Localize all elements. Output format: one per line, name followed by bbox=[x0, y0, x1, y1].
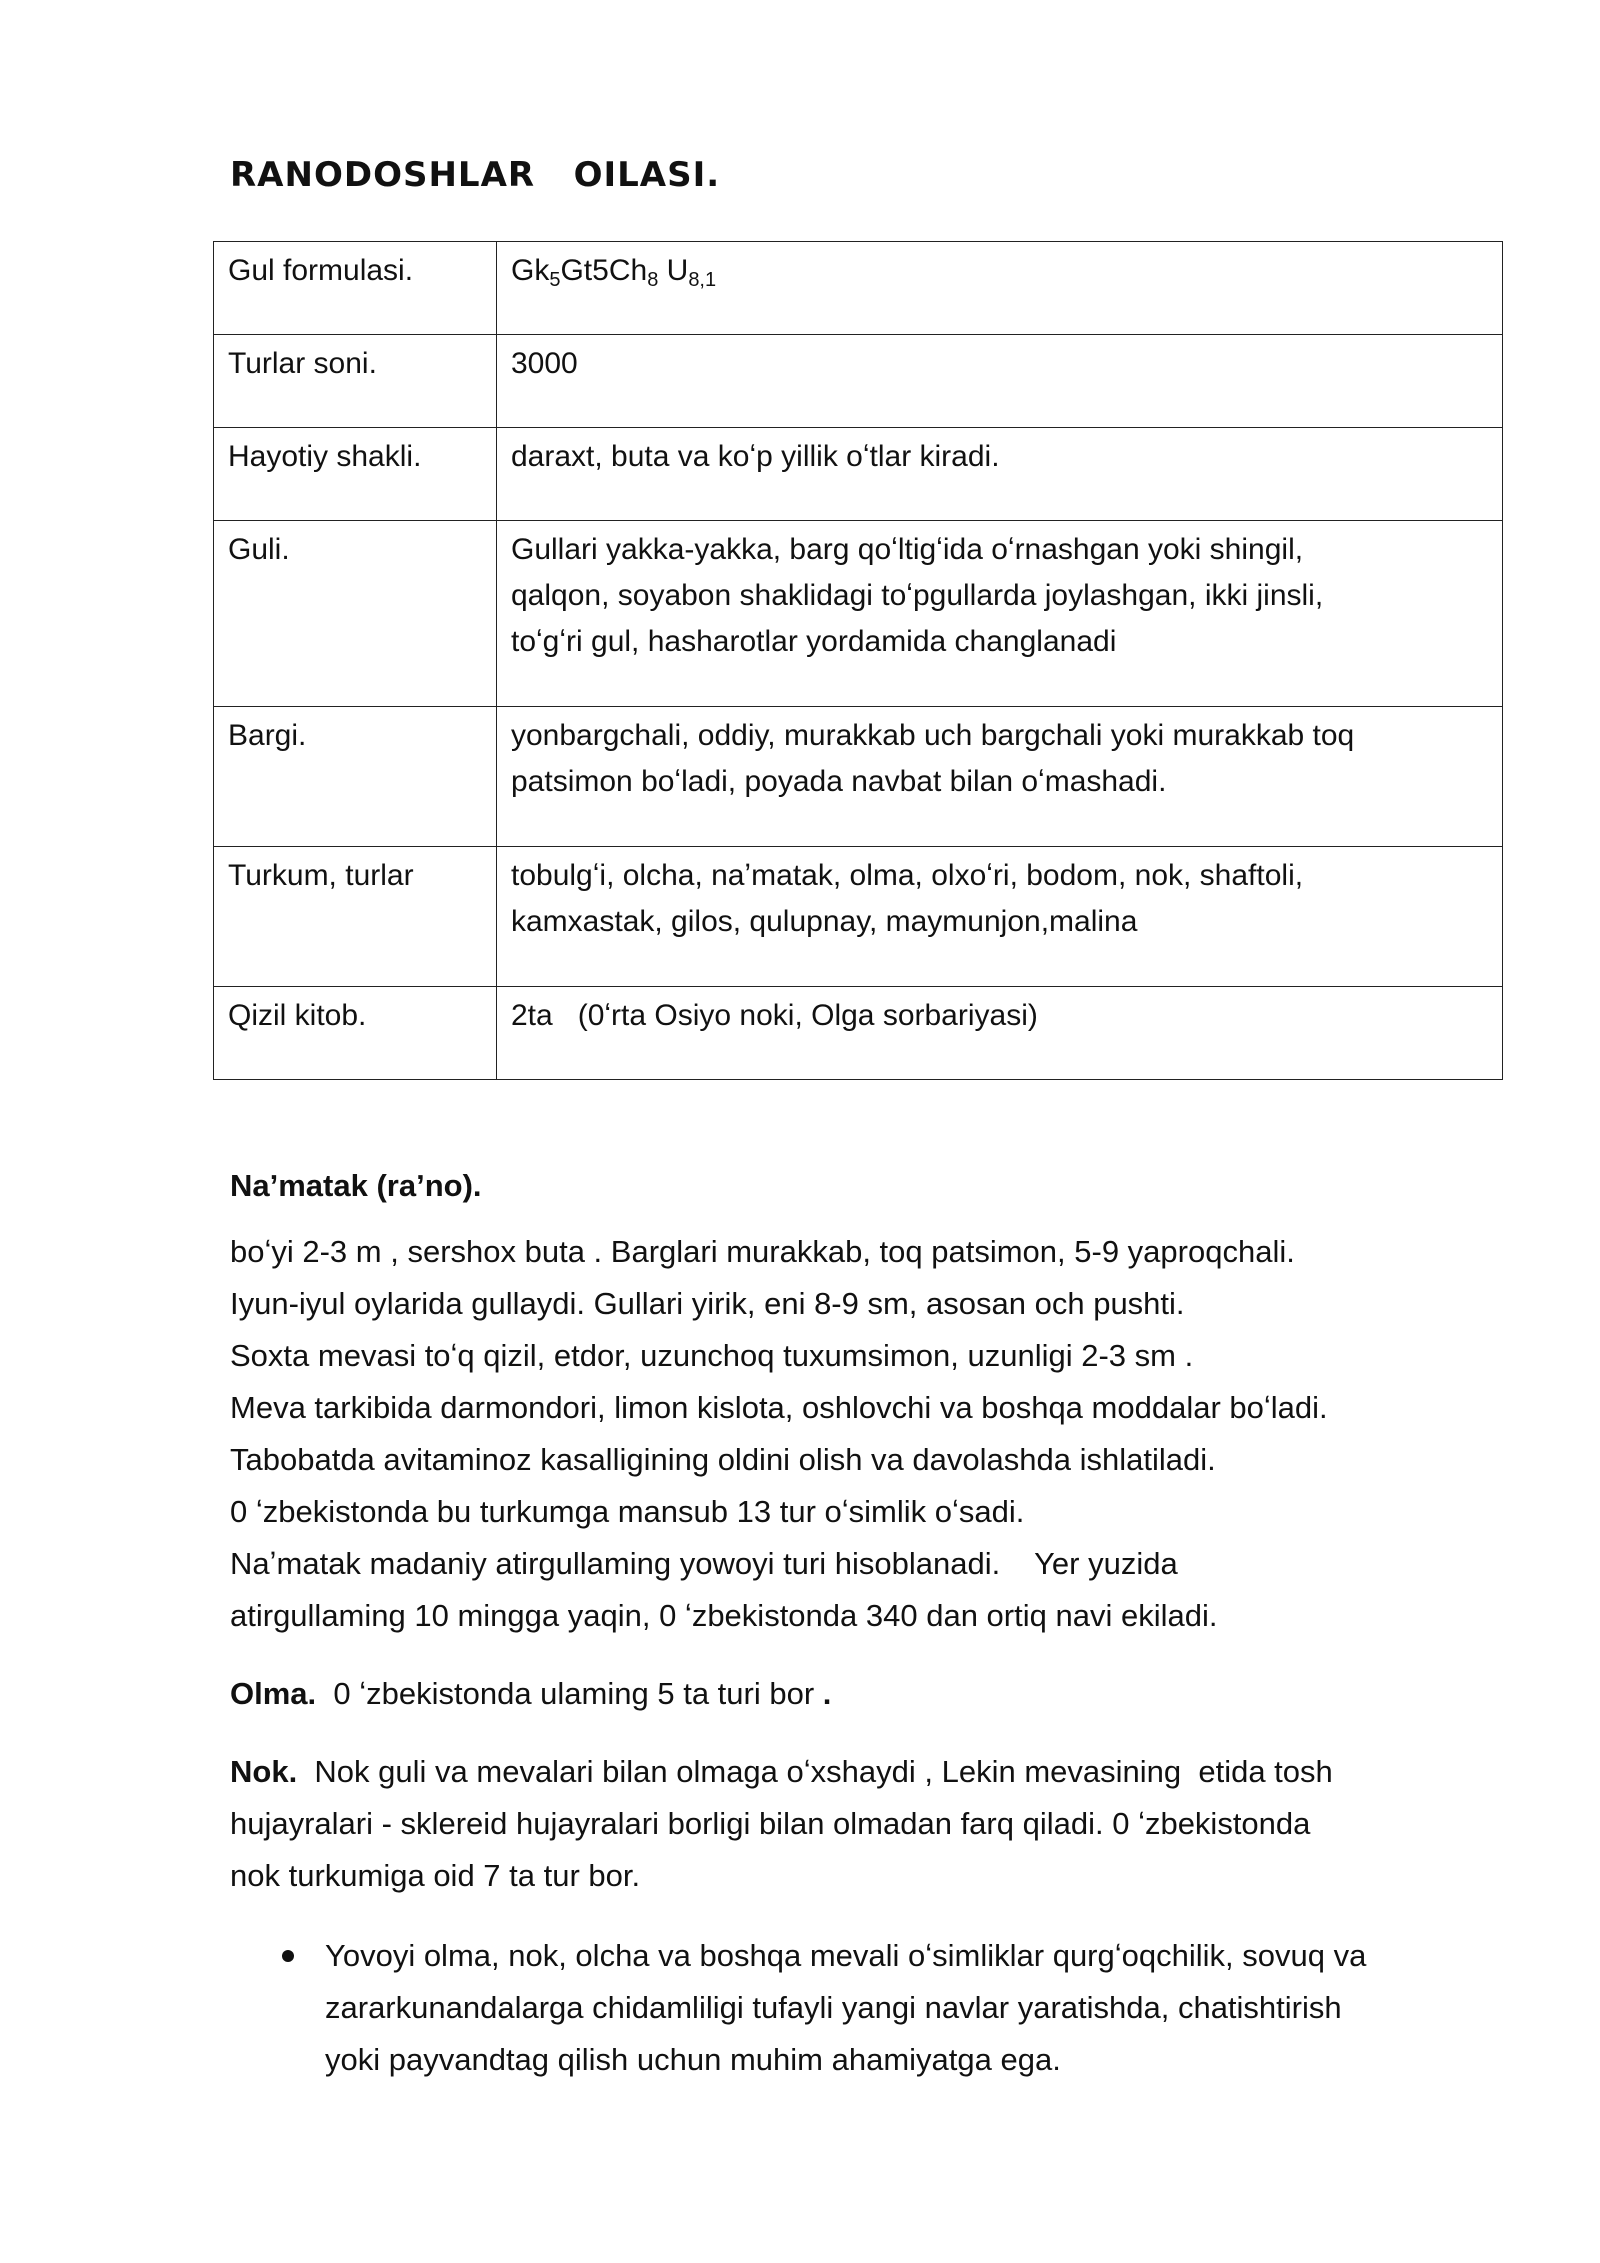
value-line: Gullari yakka-yakka, barg qoʻltigʻida oʻrnashgan yoki shingil, bbox=[511, 533, 1304, 566]
formula-part: Gk bbox=[511, 254, 550, 287]
formula-subscript: 5 bbox=[549, 269, 561, 291]
text-line bbox=[230, 1668, 1520, 1720]
row-value bbox=[497, 428, 1503, 521]
page-title: RANODOSHLAR OILASI. bbox=[230, 155, 721, 195]
formula-subscript: 8 bbox=[647, 269, 659, 291]
row-value bbox=[497, 847, 1503, 987]
row-value bbox=[497, 335, 1503, 428]
row-key: Bargi. bbox=[214, 707, 497, 847]
text-line: atirgullaming 10 mingga yaqin, 0 ʻzbekistonda 340 dan ortiq navi ekiladi. bbox=[230, 1598, 1218, 1633]
row-key: Turkum, turlar bbox=[214, 847, 497, 987]
table-row bbox=[214, 521, 1503, 707]
olma-end: . bbox=[822, 1676, 832, 1711]
nok-label: Nok. bbox=[230, 1754, 298, 1789]
value-line: tobulgʻi, olcha, naʼmatak, olma, olxoʻri, bodom, nok, shaftoli, bbox=[511, 859, 1304, 892]
table-row bbox=[214, 242, 1503, 335]
table-row bbox=[214, 428, 1503, 521]
text-line: nok turkumiga oid 7 ta tur bor. bbox=[230, 1858, 641, 1893]
value-line: qalqon, soyabon shaklidagi toʻpgullarda joylashgan, ikki jinsli, bbox=[511, 579, 1324, 612]
formula-subscript: 8,1 bbox=[688, 269, 717, 291]
text-line: zararkunandalarga chidamliligi tufayli yangi navlar yaratishda, chatishtirish bbox=[325, 1990, 1342, 2025]
text-line bbox=[230, 1746, 1520, 1798]
row-key: Turlar soni. bbox=[214, 335, 497, 428]
formula-part: Gt5Ch bbox=[560, 254, 648, 287]
row-key: Guli. bbox=[214, 521, 497, 707]
olma-paragraph bbox=[230, 1668, 1520, 1720]
text-line: Yovoyi olma, nok, olcha va boshqa mevali oʻsimliklar qurgʻoqchilik, sovuq va bbox=[325, 1938, 1367, 1973]
value-line: yonbargchali, oddiy, murakkab uch bargchali yoki murakkab toq bbox=[511, 719, 1355, 752]
family-properties-table bbox=[213, 241, 1503, 1080]
bullet-list-item bbox=[230, 1930, 1520, 2086]
text-line: boʻyi 2-3 m , sershox buta . Barglari murakkab, toq patsimon, 5-9 yaproqchali. bbox=[230, 1234, 1295, 1269]
value-line: 2ta (0ʻrta Osiyo noki, Olga sorbariyasi) bbox=[511, 999, 1038, 1032]
text-line: yoki payvandtag qilish uchun muhim ahamiyatga ega. bbox=[325, 2042, 1061, 2077]
text-line: 0 ʻzbekistonda bu turkumga mansub 13 tur oʻsimlik oʻsadi. bbox=[230, 1494, 1025, 1529]
text-line: hujayralari - sklereid hujayralari borligi bilan olmadan farq qiladi. 0 ʻzbekistonda bbox=[230, 1806, 1311, 1841]
document-body bbox=[230, 1160, 1520, 2086]
section-heading-namatak: Naʼmatak (raʼno). bbox=[230, 1168, 482, 1203]
row-value bbox=[497, 707, 1503, 847]
table-row bbox=[214, 707, 1503, 847]
value-line: patsimon boʻladi, poyada navbat bilan oʻmashadi. bbox=[511, 765, 1167, 798]
text-line: Soxta mevasi toʻq qizil, etdor, uzunchoq tuxumsimon, uzunligi 2-3 sm . bbox=[230, 1338, 1194, 1373]
nok-paragraph bbox=[230, 1746, 1520, 1902]
text-line: Naʼmatak madaniy atirgullaming yowoyi turi hisoblanadi. Yer yuzida bbox=[230, 1546, 1178, 1581]
nok-text: Nok guli va mevalari bilan olmaga oʻxshaydi , Lekin mevasining etida tosh bbox=[297, 1754, 1333, 1789]
table-row bbox=[214, 847, 1503, 987]
table-row bbox=[214, 987, 1503, 1080]
value-line: toʻgʻri gul, hasharotlar yordamida changlanadi bbox=[511, 625, 1117, 658]
namatak-paragraph bbox=[230, 1226, 1520, 1642]
table-row bbox=[214, 335, 1503, 428]
text-line: Meva tarkibida darmondori, limon kislota, oshlovchi va boshqa moddalar boʻladi. bbox=[230, 1390, 1328, 1425]
row-value bbox=[497, 987, 1503, 1080]
row-value bbox=[497, 521, 1503, 707]
row-key: Gul formulasi. bbox=[214, 242, 497, 335]
row-key: Qizil kitob. bbox=[214, 987, 497, 1080]
value-line: 3000 bbox=[511, 347, 578, 380]
value-line: kamxastak, gilos, qulupnay, maymunjon,malina bbox=[511, 905, 1138, 938]
flower-formula bbox=[497, 242, 1503, 335]
olma-label: Olma. bbox=[230, 1676, 317, 1711]
value-line: daraxt, buta va koʻp yillik oʻtlar kiradi. bbox=[511, 440, 1000, 473]
text-line: Tabobatda avitaminoz kasalligining oldini olish va davolashda ishlatiladi. bbox=[230, 1442, 1216, 1477]
row-key: Hayotiy shakli. bbox=[214, 428, 497, 521]
olma-text: 0 ʻzbekistonda ulaming 5 ta turi bor bbox=[316, 1676, 823, 1711]
text-line: Iyun-iyul oylarida gullaydi. Gullari yirik, eni 8-9 sm, asosan och pushti. bbox=[230, 1286, 1185, 1321]
bullet-icon bbox=[282, 1950, 294, 1962]
formula-part: U bbox=[658, 254, 689, 287]
